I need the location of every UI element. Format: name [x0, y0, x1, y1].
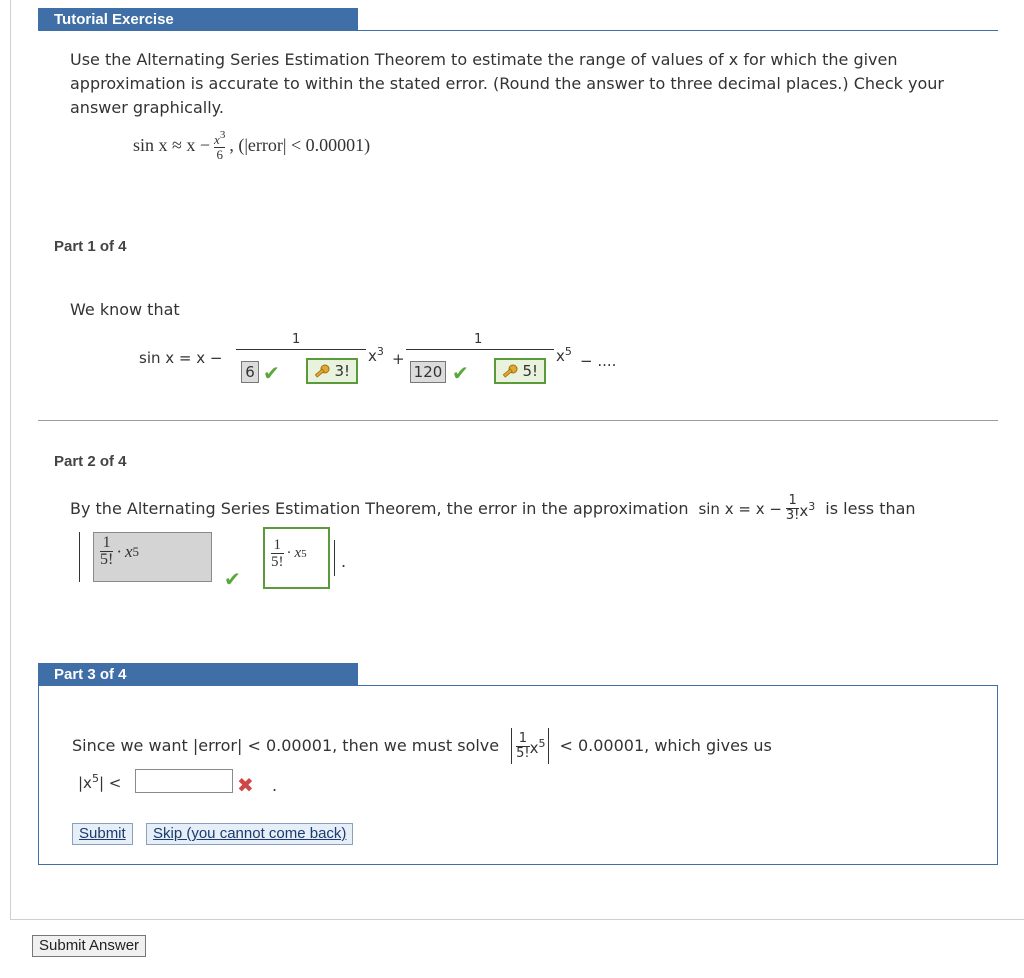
part3-inequality: $|x^5|$ <: [78, 772, 122, 792]
correct-check-icon: ✔: [263, 361, 280, 385]
part1-x3: $x^3$: [368, 345, 384, 365]
key-icon: [313, 363, 331, 385]
part1-box2-answer: 5!: [494, 358, 546, 384]
abs-bar-right: [334, 540, 335, 576]
tutorial-title: Tutorial Exercise: [54, 11, 174, 28]
submit-button[interactable]: Submit: [72, 823, 133, 845]
part3-period: .: [272, 776, 278, 795]
skip-button[interactable]: Skip (you cannot come back): [146, 823, 353, 845]
formula-fraction: $\frac{x^3}{6}$: [214, 129, 226, 162]
part-separator: [38, 420, 998, 421]
part1-frac1-numerator: 1: [292, 332, 301, 347]
part3-label: Part 3 of 4: [54, 666, 127, 683]
part2-label: Part 2 of 4: [54, 453, 127, 470]
part2-entered-answer: $\frac{1}{5!}$ · x 5: [93, 532, 212, 582]
part1-lhs: sin x = x −: [139, 349, 223, 367]
formula-lhs: sin x ≈ x −: [133, 134, 211, 155]
part1-tail: − ....: [580, 352, 617, 370]
abs-bar-left: [79, 532, 80, 582]
key-icon: [501, 363, 519, 385]
correct-check-icon: ✔: [224, 567, 241, 591]
part3-header: [38, 663, 358, 686]
part3-answer-input[interactable]: [135, 769, 233, 793]
part1-box1-entered: 6: [241, 361, 259, 383]
part2-correct-answer: $\frac{1}{5!}$ · x 5: [263, 527, 330, 589]
part1-plus: +: [392, 350, 405, 368]
part2-approx-fraction: $\frac{1}{3!}$: [785, 493, 800, 523]
part1-frac2-bar: [406, 349, 554, 350]
part3-statement: Since we want |error| < 0.00001, then we must solve $\frac{1}{5!}$ $x^5$ < 0.00001, which gives us: [72, 728, 772, 764]
part1-box2-entered: 120: [410, 361, 446, 383]
part2-period: .: [341, 552, 347, 571]
incorrect-x-icon: ✖: [237, 773, 254, 797]
part1-intro: We know that: [70, 300, 180, 319]
part1-x5: $x^5$: [556, 345, 572, 365]
header-rule: [38, 30, 998, 31]
part1-box1-answer: 3!: [306, 358, 358, 384]
problem-formula: [133, 128, 370, 162]
part1-label: Part 1 of 4: [54, 238, 127, 255]
problem-statement: Use the Alternating Series Estimation Theorem to estimate the range of values of x for which the given approximation is accurate to within the stated error. (Round the answer to three decimal places.) Check your answer graphically.: [70, 50, 944, 117]
part2-text: By the Alternating Series Estimation Theorem, the error in the approximation: [70, 498, 689, 518]
part1-frac2-numerator: 1: [474, 332, 483, 347]
part3-text: Since we want |error| < 0.00001, then we must solve: [72, 736, 500, 755]
tutorial-header: [38, 8, 358, 31]
submit-answer-button[interactable]: Submit Answer: [32, 935, 146, 957]
part2-statement: By the Alternating Series Estimation Theorem, the error in the approximation sin x = x − $\frac{1}{3!}$ $x^3$ is less than: [70, 493, 916, 523]
part1-frac1-bar: [236, 349, 366, 350]
formula-error-bound: , (|error| < 0.00001): [229, 134, 371, 155]
correct-check-icon: ✔: [452, 361, 469, 385]
